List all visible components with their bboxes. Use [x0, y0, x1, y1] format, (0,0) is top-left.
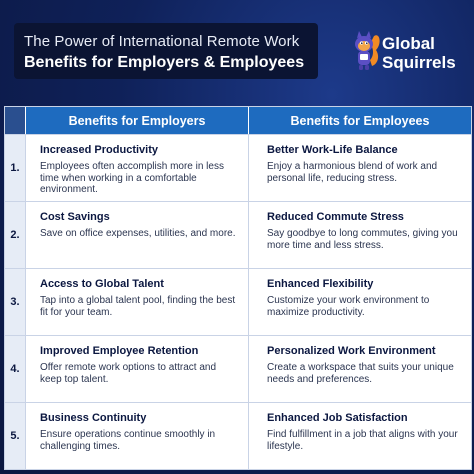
employer-benefit-cell	[26, 135, 249, 201]
employer-benefit-title: Increased Productivity	[40, 144, 158, 156]
employer-benefit-cell	[26, 336, 249, 402]
page-subtitle: Benefits for Employers & Employees	[24, 54, 305, 71]
header-number-column	[5, 107, 25, 134]
employer-benefit-desc: Offer remote work options to attract and keep top talent.	[40, 362, 217, 385]
row-number: 3.	[5, 269, 26, 335]
benefits-table	[4, 106, 472, 470]
table-row	[5, 335, 471, 402]
employee-benefit-cell	[249, 269, 471, 335]
employee-benefit-title: Enhanced Job Satisfaction	[267, 412, 408, 424]
table-row	[5, 268, 471, 335]
employer-benefit-desc: Employees often accomplish more in less time when working in a comfortable environment.	[40, 161, 224, 195]
employer-benefit-title: Access to Global Talent	[40, 278, 164, 290]
brand-name	[382, 34, 456, 72]
employee-benefit-title: Personalized Work Environment	[267, 345, 436, 357]
brand-name-line1: Global	[382, 34, 435, 53]
header-employees: Benefits for Employees	[249, 107, 471, 134]
employer-benefit-desc: Ensure operations continue smoothly in challenging times.	[40, 429, 216, 452]
employer-benefit-desc: Tap into a global talent pool, finding the best fit for your team.	[40, 295, 236, 318]
employer-benefit-cell	[26, 269, 249, 335]
employee-benefit-title: Reduced Commute Stress	[267, 211, 404, 223]
title-box	[14, 23, 318, 79]
table-row	[5, 134, 471, 201]
employer-benefit-cell	[26, 403, 249, 469]
employer-benefit-title: Cost Savings	[40, 211, 110, 223]
brand-logo	[352, 30, 462, 76]
row-number: 4.	[5, 336, 26, 402]
employer-benefit-cell	[26, 202, 249, 268]
brand-name-line2: Squirrels	[382, 53, 456, 72]
employee-benefit-title: Better Work-Life Balance	[267, 144, 398, 156]
employee-benefit-desc: Say goodbye to long commutes, giving you more time and less stress.	[267, 228, 458, 251]
employee-benefit-desc: Customize your work environment to maximize productivity.	[267, 295, 430, 318]
employee-benefit-cell	[249, 336, 471, 402]
employee-benefit-cell	[249, 135, 471, 201]
squirrel-mascot-icon	[352, 30, 380, 74]
employer-benefit-title: Improved Employee Retention	[40, 345, 199, 357]
employee-benefit-desc: Find fulfillment in a job that aligns with your lifestyle.	[267, 429, 458, 452]
employee-benefit-cell	[249, 403, 471, 469]
row-number: 5.	[5, 403, 26, 469]
employee-benefit-cell	[249, 202, 471, 268]
table-row	[5, 201, 471, 268]
employer-benefit-desc: Save on office expenses, utilities, and more.	[40, 228, 236, 239]
row-number: 1.	[5, 135, 26, 201]
employee-benefit-desc: Create a workspace that suits your unique needs and preferences.	[267, 362, 454, 385]
page-title: The Power of International Remote Work	[24, 33, 300, 50]
row-number: 2.	[5, 202, 26, 268]
employee-benefit-title: Enhanced Flexibility	[267, 278, 374, 290]
header-employers: Benefits for Employers	[26, 107, 248, 134]
table-row	[5, 402, 471, 469]
employee-benefit-desc: Enjoy a harmonious blend of work and personal life, reducing stress.	[267, 161, 438, 184]
employer-benefit-title: Business Continuity	[40, 412, 147, 424]
